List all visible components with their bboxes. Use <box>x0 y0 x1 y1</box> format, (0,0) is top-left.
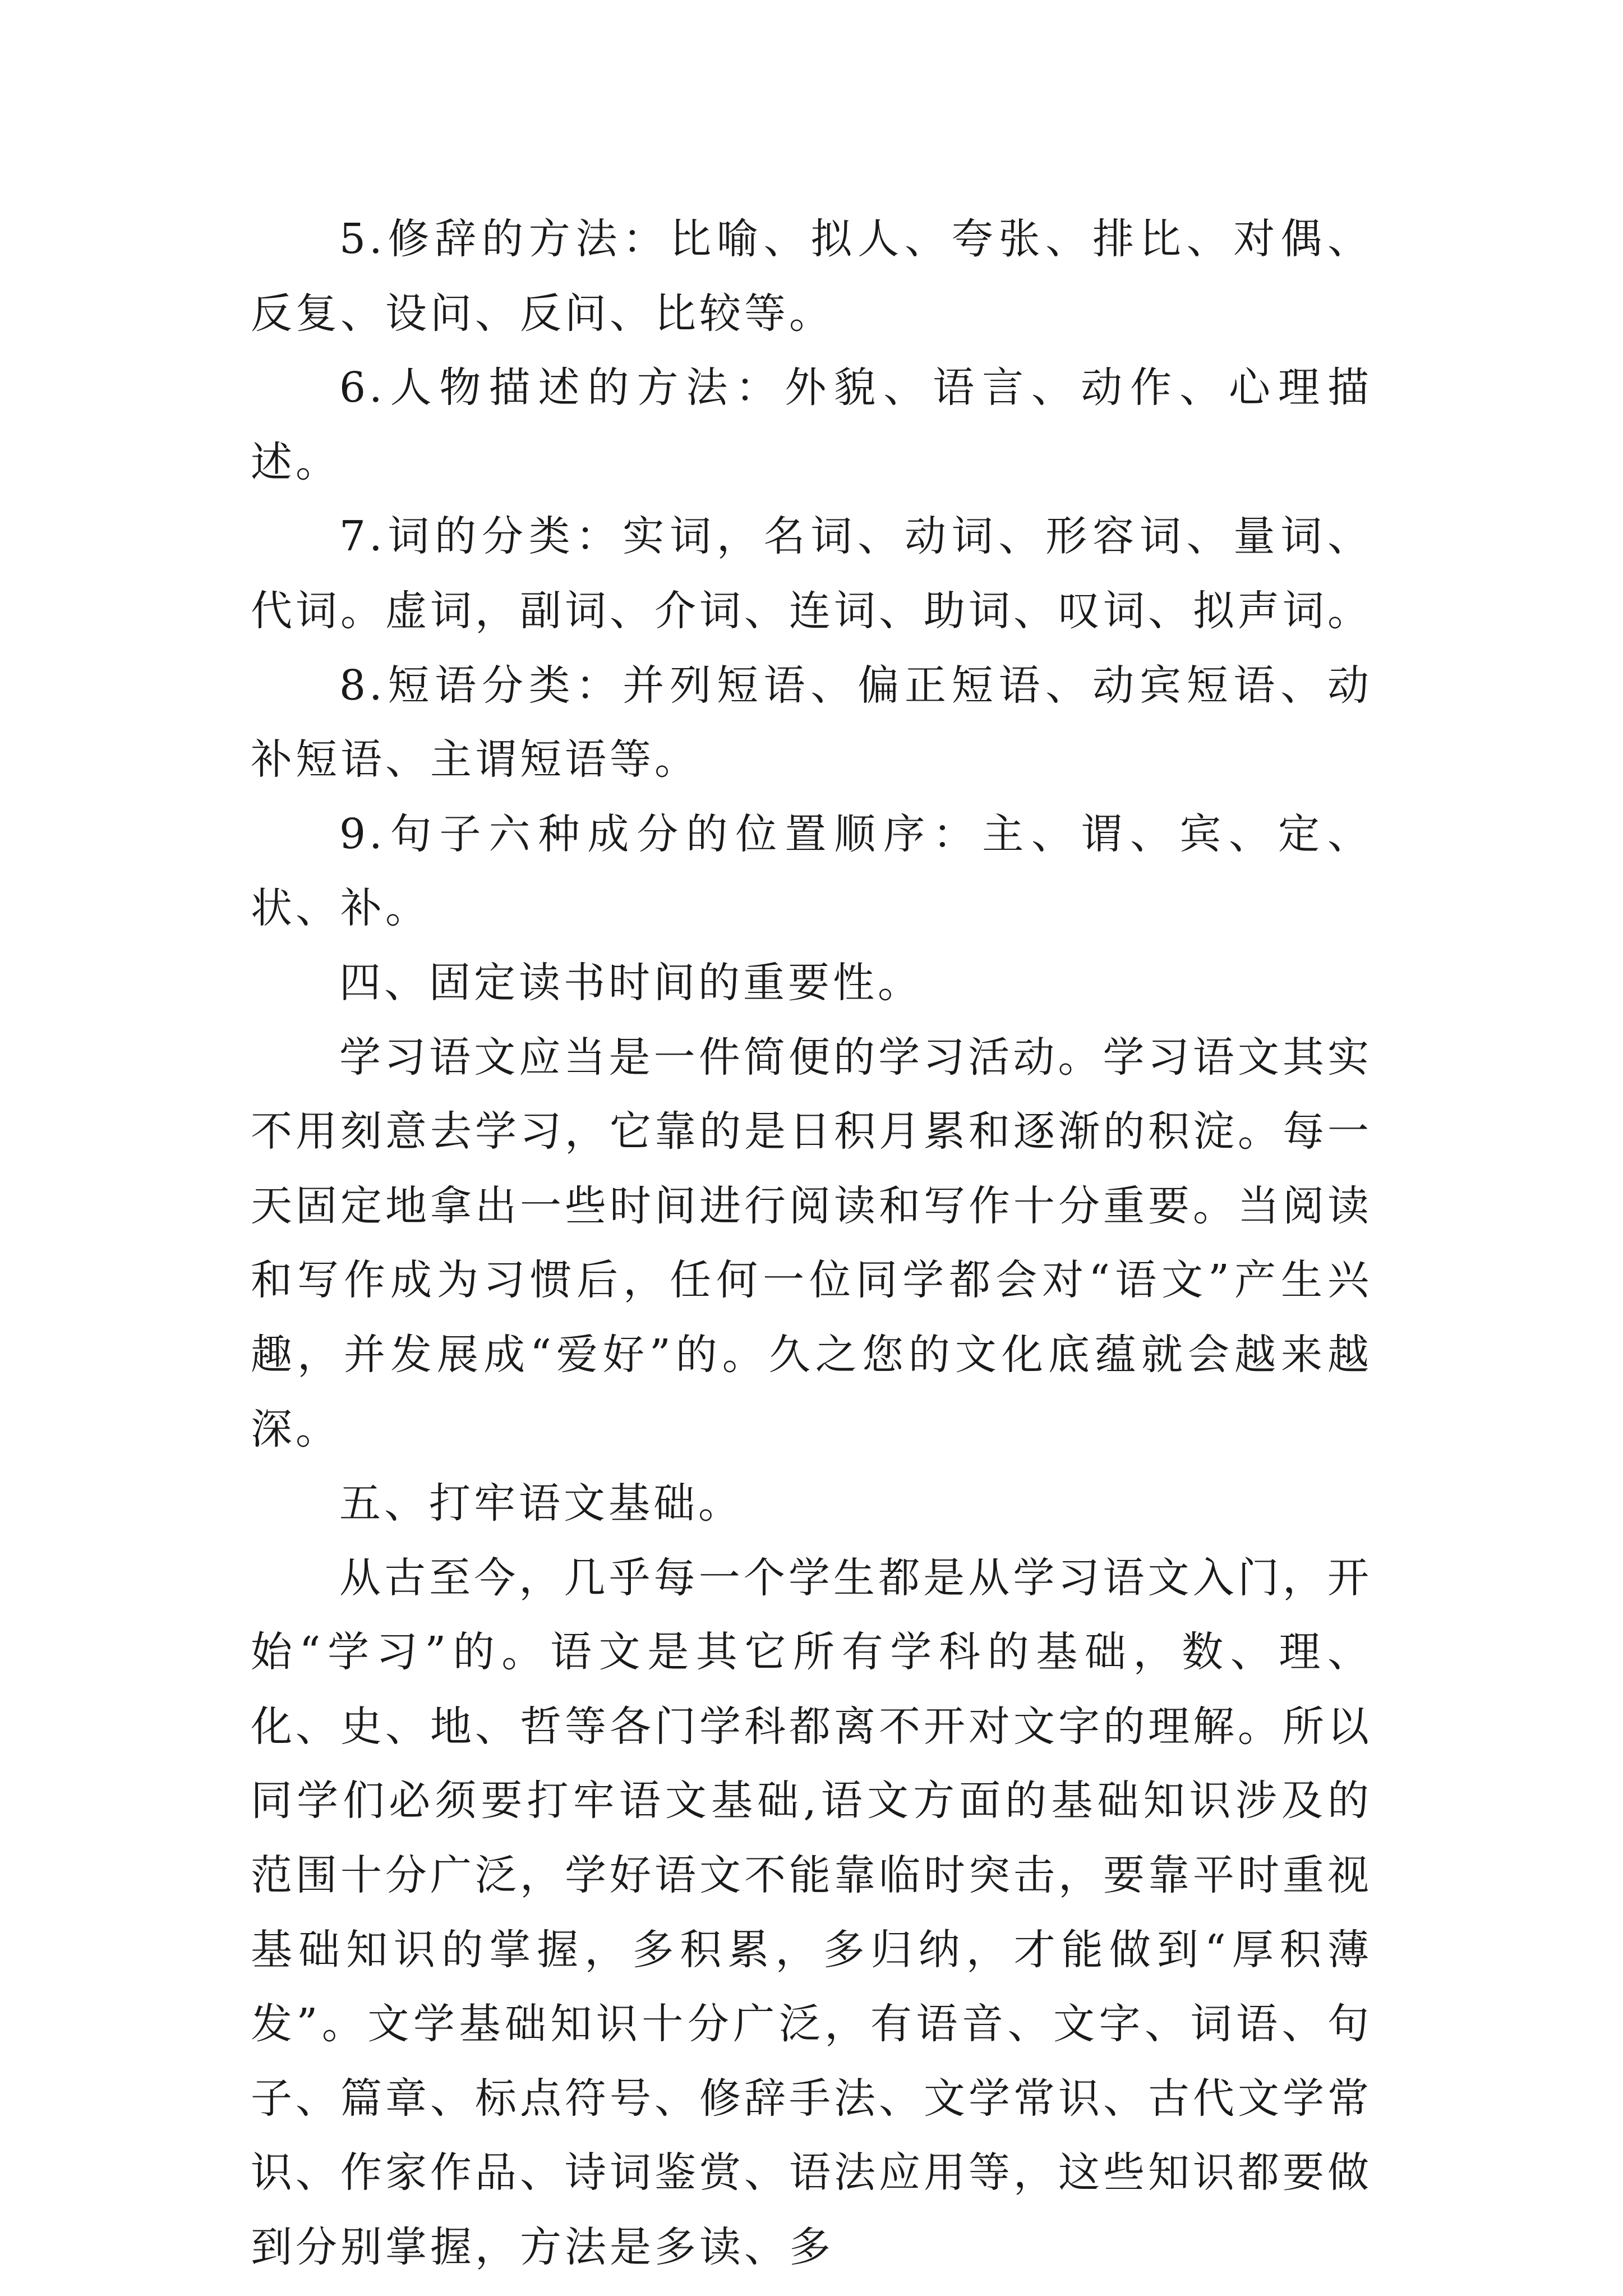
document-body <box>251 202 1372 2285</box>
section-heading-foundation: 五、打牢语文基础。 <box>339 1479 743 1528</box>
paragraph-foundation: 从古至今，几乎每一个学生都是从学习语文入门，开始“学习”的。语文是其它所有学科的基础，数、理、化、史、地、哲等各门学科都离不开对文字的理解。所以同学们必须要打牢语文基础,语文方面的基础知识涉及的范围十分广泛，学好语文不能靠临时突击，要靠平时重视基础知识的掌握，多积累，多归纳，才能做到“厚积薄发”。文学基础知识十分广泛，有语音、文字、词语、句子、篇章、标点符号、修辞手法、文学常识、古代文学常识、作家作品、诗词鉴赏、语法应用等，这些知识都要做到分别掌握，方法是多读、多 <box>251 1553 1372 2272</box>
paragraph-reading-time: 学习语文应当是一件简便的学习活动。学习语文其实不用刻意去学习，它靠的是日积月累和逐渐的积淀。每一天固定地拿出一些时间进行阅读和写作十分重要。当阅读和写作成为习惯后，任何一位同学都会对“语文”产生兴趣，并发展成“爱好”的。久之您的文化底蕴就会越来越深。 <box>251 1033 1372 1453</box>
paragraph-character-description: 6.人物描述的方法：外貌、语言、动作、心理描述。 <box>251 364 1372 486</box>
paragraph-rhetoric-methods: 5.修辞的方法：比喻、拟人、夸张、排比、对偶、反复、设问、反问、比较等。 <box>251 215 1372 338</box>
section-heading-reading-time: 四、固定读书时间的重要性。 <box>339 958 923 1007</box>
paragraph-sentence-components: 9.句子六种成分的位置顺序：主、谓、宾、定、状、补。 <box>251 809 1372 933</box>
paragraph-word-classes: 7.词的分类：实词，名词、动词、形容词、量词、代词。虚词，副词、介词、连词、助词、叹词、拟声词。 <box>251 512 1372 635</box>
paragraph-phrase-classes: 8.短语分类：并列短语、偏正短语、动宾短语、动补短语、主谓短语等。 <box>251 661 1372 784</box>
